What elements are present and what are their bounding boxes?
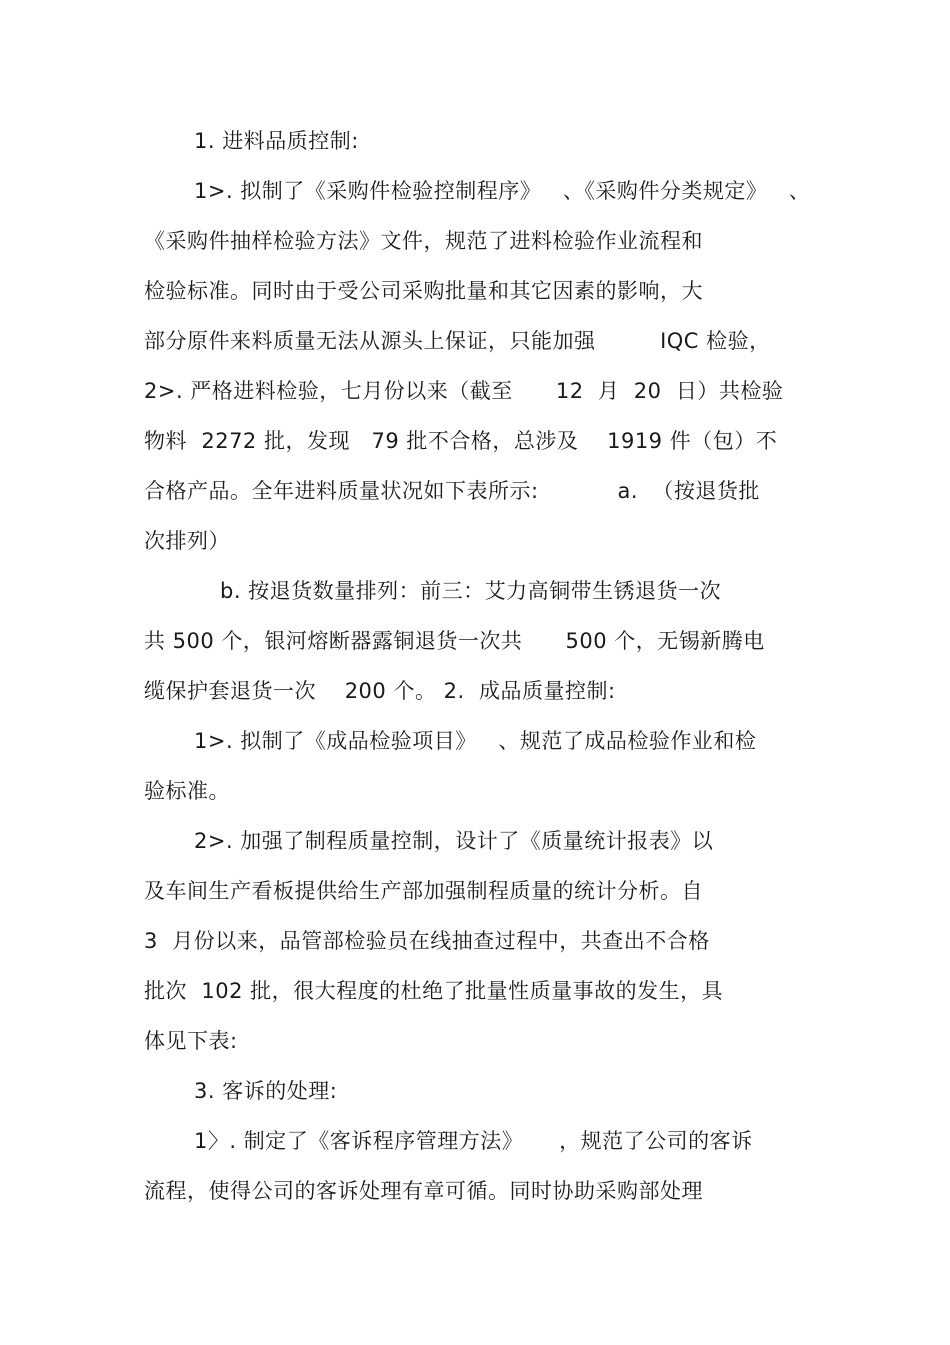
paragraph-line: 物料 2272 批，发现 79 批不合格，总涉及 1919 件（包）不	[144, 429, 778, 453]
paragraph-line: 合格产品。全年进料质量状况如下表所示: a. （按退货批	[144, 479, 760, 503]
paragraph-line: 3 月份以来，品管部检验员在线抽查过程中，共查出不合格	[144, 929, 710, 953]
paragraph-line: 2>. 加强了制程质量控制，设计了《质量统计报表》以	[194, 829, 714, 853]
paragraph-line: 2>. 严格进料检验，七月份以来（截至 12 月 20 日）共检验	[144, 379, 784, 403]
paragraph-line: 共 500 个，银河熔断器露铜退货一次共 500 个，无锡新腾电	[144, 629, 765, 653]
paragraph-line: 部分原件来料质量无法从源头上保证，只能加强 IQC 检验，	[144, 329, 771, 353]
paragraph-line: 批次 102 批，很大程度的杜绝了批量性质量事故的发生，具	[144, 979, 724, 1003]
paragraph-line: 及车间生产看板提供给生产部加强制程质量的统计分析。自	[144, 879, 703, 903]
paragraph-line: 检验标准。同时由于受公司采购批量和其它因素的影响，大	[144, 279, 703, 303]
paragraph-line: 1〉. 制定了《客诉程序管理方法》 ，规范了公司的客诉	[194, 1129, 753, 1153]
paragraph-line: 验标准。	[144, 779, 230, 803]
paragraph-line: 1>. 拟制了《成品检验项目》 、规范了成品检验作业和检	[194, 729, 757, 753]
paragraph-line: b. 按退货数量排列：前三：艾力高铜带生锈退货一次	[220, 579, 722, 603]
paragraph-line: 体见下表:	[144, 1029, 238, 1053]
paragraph-line: 流程，使得公司的客诉处理有章可循。同时协助采购部处理	[144, 1179, 703, 1203]
paragraph-line: 次排列）	[144, 529, 230, 553]
section-heading-complaints: 3. 客诉的处理:	[194, 1079, 338, 1103]
paragraph-line: 缆保护套退货一次 200 个。 2. 成品质量控制:	[144, 679, 616, 703]
paragraph-line: 1>. 拟制了《采购件检验控制程序》 、《采购件分类规定》 、	[194, 179, 811, 203]
paragraph-line: 《采购件抽样检验方法》文件，规范了进料检验作业流程和	[144, 229, 703, 253]
section-heading-incoming-quality: 1. 进料品质控制:	[194, 129, 359, 153]
